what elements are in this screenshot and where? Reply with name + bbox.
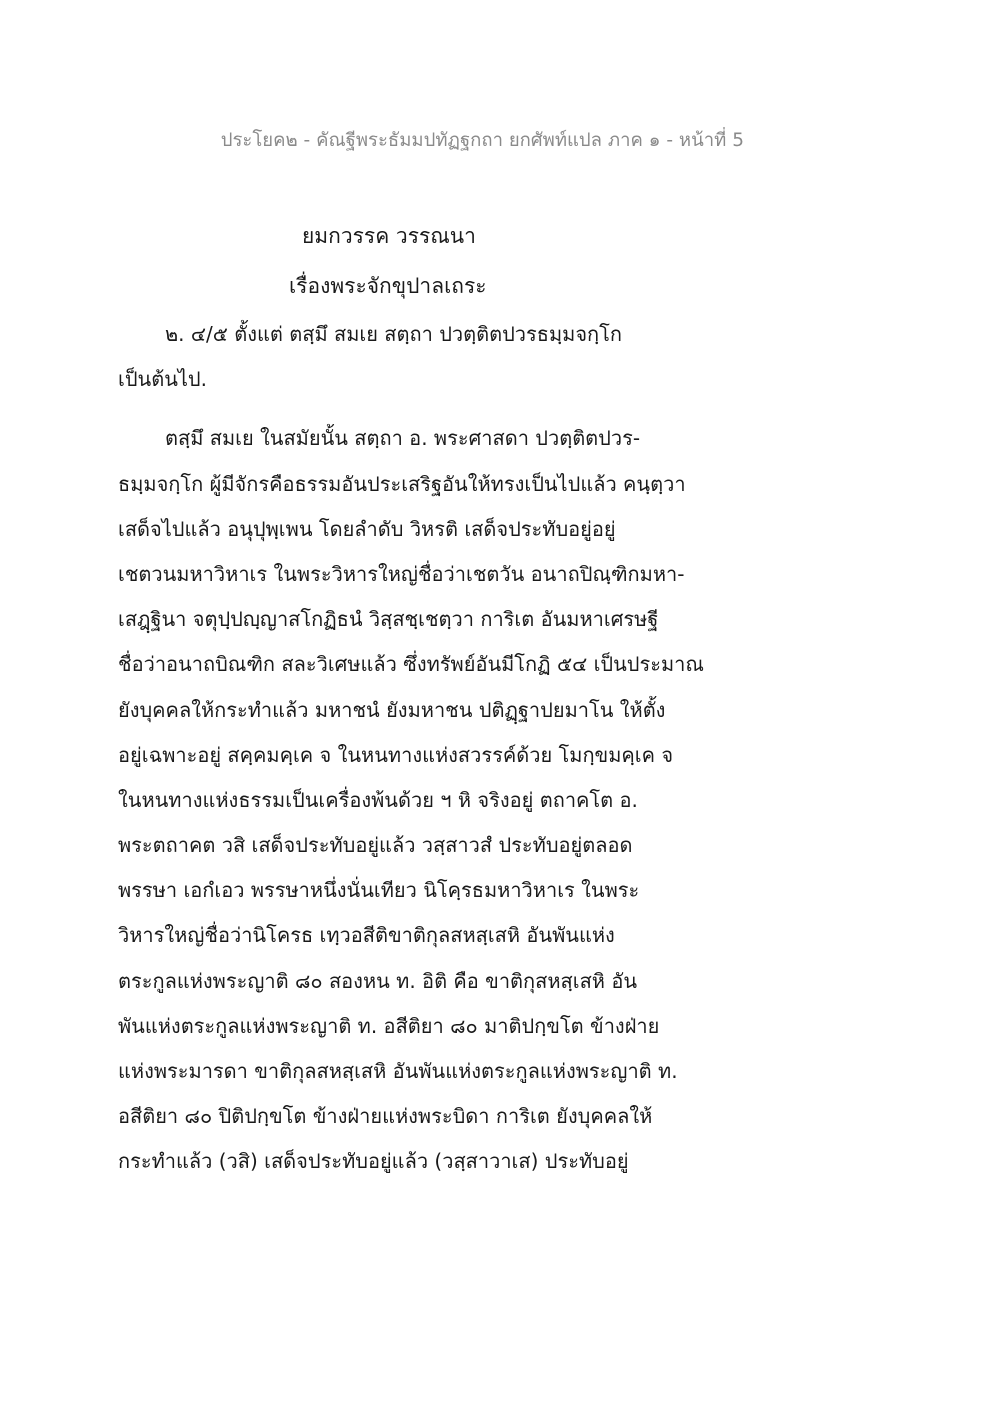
story-title: เรื่องพระจักขุปาลเถระ [289,274,487,298]
text-line: เชตวนมหาวิหาเร ในพระวิหารใหญ่ชื่อว่าเชตวัน อนาถปิณฺฑิกมหา- [118,561,685,586]
body-text [118,312,718,1185]
text-line: ตสฺมึ สมเย ในสมัยนั้น สตฺถา อ. พระศาสดา ปวตฺติตปวร- [165,426,641,451]
text-line: อสีติยา ๘๐ ปิติปกฺขโต ข้างฝ่ายแห่งพระบิดา การิเต ยังบุคคลให้ [118,1104,653,1129]
paragraph-intro [118,312,718,402]
text-line: แห่งพระมารดา ขาติกุลสหสฺเสหิ อันพันแห่งตระกูลแห่งพระญาติ ท. [118,1059,678,1083]
text-line: ในหนทางแห่งธรรมเป็นเครื่องพ้นด้วย ฯ หิ จริงอยู่ ตถาคโต อ. [118,787,638,812]
paragraph-translation [118,416,718,1184]
text-line: กระทำแล้ว (วสิ) เสด็จประทับอยู่แล้ว (วสฺสาวาเส) ประทับอยู่ [118,1149,629,1174]
text-line: พระตถาคต วสิ เสด็จประทับอยู่แล้ว วสฺสาวสํ ประทับอยู่ตลอด [118,833,633,858]
text-line: ชื่อว่าอนาถบิณฑิก สละวิเศษแล้ว ซึ่งทรัพย์อันมีโกฏิ ๕๔ เป็นประมาณ [118,652,704,677]
text-line: วิหารใหญ่ชื่อว่านิโครธ เทฺวอสีติขาติกุลสหสฺเสหิ อันพันแห่ง [118,923,615,948]
text-line: เป็นต้นไป. [118,367,207,392]
text-line: เสด็จไปแล้ว อนุปุพฺเพน โดยลำดับ วิหรติ เสด็จประทับอยู่อยู่ [118,516,616,541]
text-line: ตระกูลแห่งพระญาติ ๘๐ สองหน ท. อิติ คือ ขาติกุสหสฺเสหิ อัน [118,968,638,993]
text-line: ยังบุคคลให้กระทำแล้ว มหาชนํ ยังมหาชน ปติฏฺฐาปยมาโน ให้ตั้ง [118,697,666,722]
text-line: ธมฺมจกฺโก ผู้มีจักรคือธรรมอันประเสริฐอันให้ทรงเป็นไปแล้ว คนฺตฺวา [118,471,686,496]
text-line: อยู่เฉพาะอยู่ สคฺคมคฺเค จ ในหนทางแห่งสวรรค์ด้วย โมกฺขมคฺเค จ [118,742,674,767]
running-header: ประโยค๒ - คัณฐีพระธัมมปทัฏฐกถา ยกศัพท์แปล ภาค ๑ - หน้าที่ 5 [220,130,744,151]
text-line: ๒. ๔/๕ ตั้งแต่ ตสฺมึ สมเย สตฺถา ปวตฺติตปวรธมฺมจกฺโก [165,322,623,346]
chapter-title: ยมกวรรค วรรณนา [302,224,476,248]
paragraph-spacer [118,402,718,416]
text-line: เสฎฺฐินา จตุปฺปญฺญาสโกฏิธนํ วิสฺสชฺเชตฺวา การิเต อันมหาเศรษฐี [118,607,659,632]
text-line: พรรษา เอกํเอว พรรษาหนึ่งนั่นเทียว นิโคฺรธมหาวิหาเร ในพระ [118,878,640,903]
text-line: พันแห่งตระกูลแห่งพระญาติ ท. อสีติยา ๘๐ มาติปกฺขโต ข้างฝ่าย [118,1013,660,1038]
